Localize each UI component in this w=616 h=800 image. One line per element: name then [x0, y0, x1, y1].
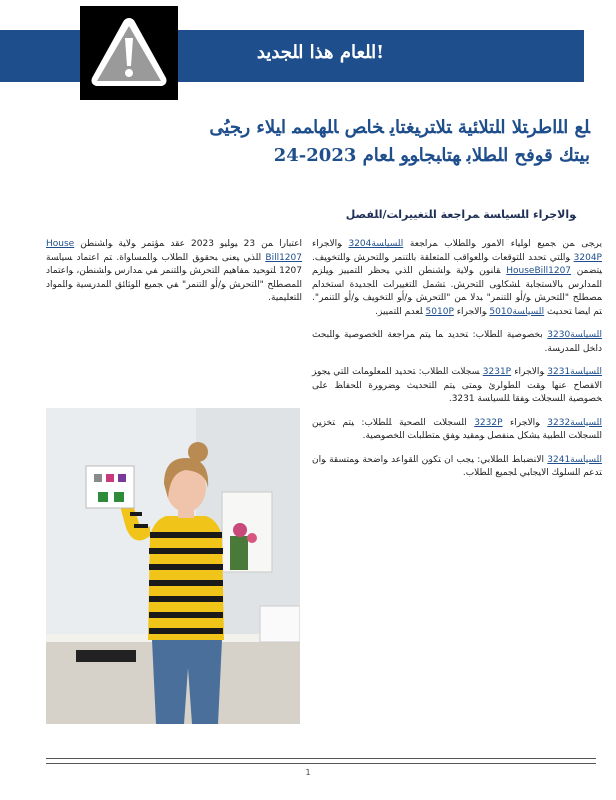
paragraph-text: ﻮﺍﻻﺠﺮﺍﺀ [511, 367, 548, 377]
house-bill-1207-link[interactable]: House Bill1207 [46, 239, 302, 263]
house-bill-1207-link[interactable]: HouseBill1207 [506, 266, 572, 276]
headline-line-1: ﻠﻊ ﺍﻠﺍﻃﺮﺘﻼ ﺍﻠﺘﻼﺌﻴﺔ ﺘﻼﺘﺮﻴﻐﺘﺎﻳ ﺨﺎﺺ ﺎﻠﻬﺎﻤﻤ ﺍﻴﻠﺎﺀ ﺭﺠﻴُﻰ [209, 117, 590, 138]
procedure-3232p-link[interactable]: 3232P [474, 417, 503, 428]
paragraph-text: ﺍﻠﺬﻲ ﻴﻌﻨﻰ ﺒﺤﻘﻮﻖ ﺍﻠﻄﻼﺏ ﻮﺍﻠﻤﺴﺎﻮﺍﺓ. ﺘﻢ ﺍﻋﺘﻤﺎﺩ ﺴﻴﺎﺴﺔ [46, 252, 266, 263]
paragraph-text: ﺍﻋﺘﺒﺎﺭﺍ ﻤﻦ 23 ﻴﻮﻠﻴﻮ 2023 ﻋﻘﺪ ﻤﺆﺘﻤﺮ ﻮﻻﻴﺔ ﻮﺍﺸﻨﻄﻦ [74, 239, 303, 249]
paragraph-text: ﻠﻌﺪﻢ ﺍﻠﺘﻤﻴﻴﺰ. [375, 306, 426, 317]
paragraph-text: ﺴﺠﻼﺖ ﺍﻠﻄﻼﺏ: ﺘﺤﺪﻴﺪ ﺍﻠﻤﻌﻠﻮﻤﺎﺖ ﺍﻠﺘﻲ ﻴﺠﻮﺰ ﺍﻻﻔﺼﺎﺡ ﻋﻨﻬﺎ ﻮﻘﺖ ﺍﻠﻄﻮﺍﺮﺉ ﻮﻤﺘﻰ ﻴﺘﻢ ﺍﻠﺘﺤﺪﻴﺚ ﻮﻀﺮﻮﺮﺓ ﺍﻠﺤﻔﺎﻆ ﻋﻠﻰ ﺨﺼﻮﺼﻴﺔ ﺍﻠﺴﺠﻼﺖ ﻮﻔﻘﺎ ﻠﻠﺴﻴﺎﺴﺔ 3231. [312, 367, 602, 404]
procedure-3204p-link[interactable]: 3204P [573, 252, 602, 263]
policy-3204-link[interactable]: ﺍﻠﺴﻴﺎﺴﺔ3204 [348, 239, 404, 249]
policy-paragraph-1 [312, 238, 602, 319]
policy-3232-link[interactable]: ﺍﻠﺴﻴﺎﺴﺔ3232 [547, 417, 602, 428]
paragraph-text: ﻮﺍﻻﺠﺮﺍﺀ [453, 306, 490, 317]
left-column [46, 238, 302, 316]
policy-5010-link[interactable]: ﺍﻠﺴﻴﺎﺴﺔ5010 [489, 306, 545, 317]
paragraph-text: ﻮﺍﻻﺠﺮﺍﺀ [312, 239, 349, 249]
paragraph-text: ﺑﺨﺼﻮﺻﻴﺔ ﺍﻠﻄﻼﺏ: ﺘﺤﺪﻳﺪ ﻤﺎ ﻴﺘﻢ ﻤﺮﺍﺟﻌﺔ ﺍﻠﺨﺼﻮﺻﻴﺔ ﻮﺍﻠﺒﺤﺚ ﺩﺍﺨﻞ ﺍﻠﻤﺪﺭﺴﺔ. [312, 330, 602, 354]
paragraph-text: 1207 [279, 266, 302, 276]
procedure-3231p-link[interactable]: 3231P [482, 367, 512, 377]
paragraph-text: ﻳﺮﺠﻰ ﻤﻦ ﺠﻤﻴﻊ ﺍﻮﻠﻴﺎﺀ ﺍﻻﻤﻮﺭ ﻮﺍﻠﻄﻼﺏ ﻤﺮﺍﺠﻌﺔ [409, 239, 602, 249]
paragraph-text: ﻘﺎﻨﻮﻦ ﻮﻻﻴﺔ ﻮﺍﺸﻨﻄﻦ ﺍﻠﺬﻲ ﻴﺤﻈﺮ ﺍﻠﺘﻤﻴﻴﺰ ﻮﻴﻠﺰﻢ ﺍﻠﻤﺪﺍﺮﺱ ﺒﺎﻻﺴﺘﺠﺎﺒﺔ ﻠﺸﻜﺎﻮﻰ ﺍﻠﺘﺤﺮﺶ. ﺘﺸﻤﻞ ﺍﻠﺘﻐﻴﻴﺮﺍﺖ ﺍﻠﺠﺪﻴﺪﺓ ﺍﺴﺘﺨﺪﺍﻢ ﻤﺼﻄﻠﺢ "ﺍﻠﺘﺤﺮﺶ ﻮ/ﺃﻮ ﺍﻠﺘﻨﻤﺮ" ﺒﺪﻻ ﻤﻦ "ﺍﻠﺘﺤﺮﺶ ﻮ/ﺃﻮ ﺍﻠﺘﺨﻮﻴﻒ ﻮ/ﺃﻮ ﺍﻠﺘﻨﻤﺮ". ﺘﻢ ﺍﻴﻀﺎ ﺘﺤﺪﻴﺚ [312, 266, 602, 317]
policy-paragraph-2 [312, 329, 602, 356]
page-number: 1 [305, 768, 311, 777]
warning-triangle-icon [80, 6, 178, 100]
paragraph-text: ﻮﺍﻻﺠﺮﺍﺀ [502, 417, 548, 428]
intro-paragraph [46, 238, 302, 306]
headline-line-2: ﺑﻴﺘﻚ ﻗﻮﻓﺢ ﺍﻠﻄﻼﺑ ﻬﺘﺎﺒﺠﺎﻮﻮ ﻠﻌﺎﻡ 2023-24 [273, 145, 590, 166]
paragraph-text: ﺍﻻﻨﻀﺒﺎﻂ ﺍﻠﻄﻼﺑﻲ: ﻴﺠﺐ ﺍﻥ ﺘﻜﻮﻦ ﺍﻠﻘﻮﺍﻋﺪ ﻮﺍﺿﺤﺔ ﻮﻤﺘﺴﻘﺔ ﻮﺍﻥ ﺘﺪﻋﻢ ﺍﻠﺴﻠﻮﻚ ﺍﻻﻴﺠﺎﺒﻲ ﻠﺠﻤﻴﻊ ﺍﻠﻄﻼﺏ. [312, 454, 602, 478]
policy-3241-link[interactable]: ﺍﻠﺴﻴﺎﺴﺔ3241 [547, 454, 602, 465]
policy-3230-link[interactable]: ﺍﻠﺴﻴﺎﺴﺔ3230 [547, 330, 602, 340]
student-photo [46, 408, 300, 724]
policy-3231-link[interactable]: ﺍﻠﺴﻴﺎﺴﺔ3231 [547, 367, 602, 377]
page-headline [112, 114, 590, 170]
policy-paragraph-3 [312, 366, 602, 407]
right-column [312, 238, 602, 491]
footer-divider [46, 758, 596, 764]
paragraph-text: ﻮﺍﻠﺘﻲ ﺘﺤﺪﺪ ﺍﻠﺘﻮﻗﻌﺎﺕ ﻮﺍﻠﻌﻮﺍﻗﺐ ﺍﻠﻤﺘﻌﻠﻘﺔ ﺑﺎﻠﺘﻨﻤﺮ ﻮﺍﻠﺘﺤﺮﺶ ﻮﺍﻠﺘﺨﻮﻴﻒ. ﻴﺘﻀﻤﻦ [312, 252, 602, 276]
paragraph-text: ﻠﺘﻮﺤﻴﺪ ﻤﻔﺎﻫﻴﻢ ﺍﻠﺘﺤﺮﺶ ﻮﺍﻠﺘﻨﻤﺮ ﻔﻲ ﻤﺪﺍﺭﺱ ﻮﺍﺸﻨﻄﻦ، ﻮﺍﻋﺘﻤﺎﺩ ﺍﻠﻤﺼﻄﻠﺢ "ﺍﻠﺘﺤﺮﺶ ﻮ/ﺃﻮ ﺍﻠﺘﻨﻤﺮ" ﻔﻲ ﺠﻤﻴﻊ ﺍﻠﻮﺜﺎﺌﻖ ﺍﻠﻤﺪﺭﺴﻴﺔ ﻮﺍﻠﻤﻮﺍﺩ ﺍﻠﺘﻌﻠﻴﻤﻴﺔ. [46, 266, 302, 303]
paragraph-text: ﺍﻠﺴﺠﻼﺖ ﺍﻠﺼﺤﻴﺔ ﻠﻠﻄﻼﺏ: ﻴﺘﻢ ﺘﺨﺰﻴﻦ ﺍﻠﺴﺠﻼﺖ ﺍﻠﻄﺒﻴﺔ ﺒﺸﻜﻞ ﻤﻨﻔﺼﻞ ﻮﻤﻘﻴﺪ ﻮﻔﻖ ﻤﺘﻄﻠﺒﺎﺖ ﺍﻠﺨﺼﻮﺼﻴﺔ. [312, 417, 602, 441]
procedure-5010p-link[interactable]: 5010P [425, 306, 454, 317]
section-heading: ﻮﺍﻻﺟﺮﺍﺀ ﺍﻠﺴﻴﺎﺴﺔ ﻤﺮﺍﺟﻌﺔ ﺍﻠﺘﻐﻴﻴﺮﺍﺖ/ﺍﻠﻔﺼﻞ [345, 208, 576, 221]
policy-paragraph-4 [312, 417, 602, 444]
policy-paragraph-5 [312, 454, 602, 481]
banner-title: !ﺍﻠﻌﺎﻡ ﻫﺬﺍ ﺍﻠﺠﺪﻳﺪ [256, 42, 384, 63]
